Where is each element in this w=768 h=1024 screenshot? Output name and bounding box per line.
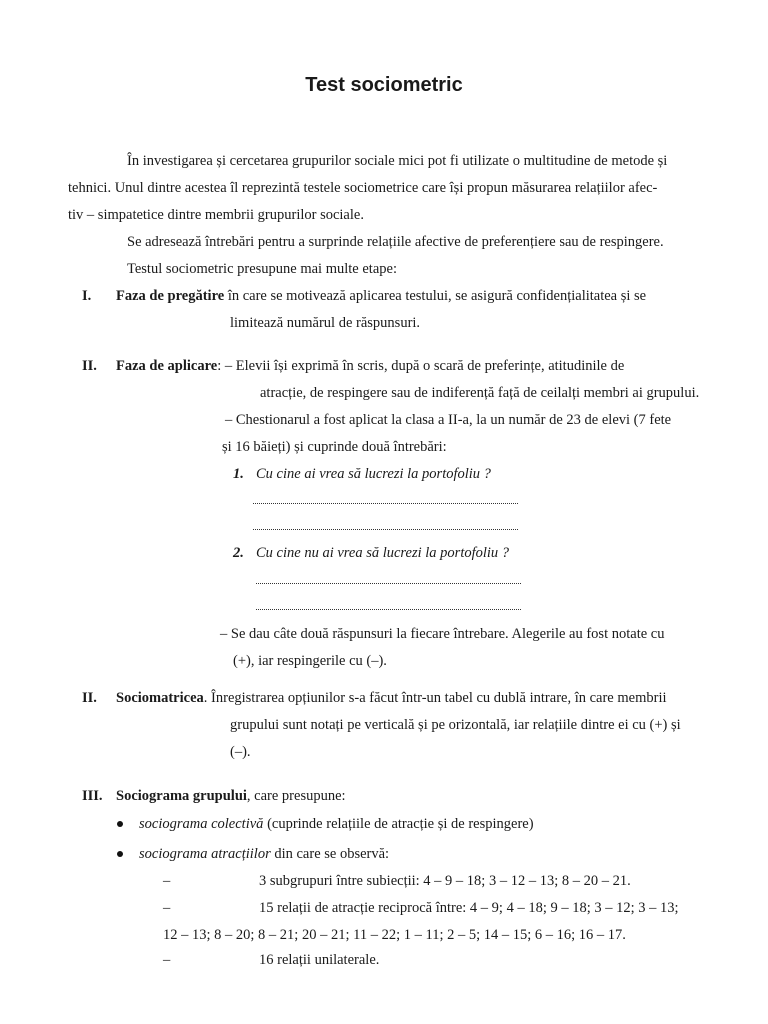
page-title: Test sociometric <box>305 74 463 96</box>
bullet-icon <box>117 851 123 857</box>
bullet-item <box>139 815 534 833</box>
dash-item: 15 relații de atracție reciprocă între: 4 – 9; 4 – 18; 9 – 18; 3 – 12; 3 – 13; <box>259 900 679 916</box>
intro-line: În investigarea și cercetarea grupurilor sociale mici pot fi utilizate o multitudine de metode și <box>127 153 668 169</box>
bullet-text: din care se observă: <box>270 846 390 862</box>
section-heading: Sociograma grupului <box>116 788 247 804</box>
bullet-item <box>139 845 389 863</box>
section-text: . Înregistrarea opțiunilor s-a făcut într-un tabel cu dublă intrare, în care membrii <box>203 690 667 706</box>
section-text: , care presupune: <box>246 788 346 804</box>
question-number: 2. <box>233 545 244 561</box>
question-text: Cu cine nu ai vrea să lucrezi la portofoliu ? <box>256 545 510 561</box>
section-2-line: atracție, de respingere sau de indiferență față de ceilalți membri ai grupului. <box>260 385 700 401</box>
section-2-line: și 16 băieți) și cuprinde două întrebări: <box>222 439 447 455</box>
section-2-line: (+), iar respingerile cu (–). <box>233 653 387 669</box>
bullet-term: sociograma atracțiilor <box>139 846 271 862</box>
dash-marker: – <box>163 900 171 916</box>
section-3-line: grupului sunt notați pe verticală și pe orizontală, iar relațiile dintre ei cu (+) și <box>230 717 681 733</box>
section-1-line: limitează numărul de răspunsuri. <box>230 315 421 331</box>
intro-line: Se adresează întrebări pentru a surprinde relațiile afective de preferențiere sau de respingere. <box>127 234 664 250</box>
section-number: III. <box>82 788 103 804</box>
section-2-line: – Chestionarul a fost aplicat la clasa a II-a, la un număr de 23 de elevi (7 fete <box>225 412 672 428</box>
dash-item-continuation: 12 – 13; 8 – 20; 8 – 21; 20 – 21; 11 – 22; 1 – 11; 2 – 5; 14 – 15; 6 – 16; 16 – 17. <box>163 927 626 943</box>
section-number: I. <box>82 288 92 304</box>
section-1-line <box>116 287 646 305</box>
question-number: 1. <box>233 466 244 482</box>
section-2-line: – Se dau câte două răspunsuri la fiecare întrebare. Alegerile au fost notate cu <box>220 626 665 642</box>
answer-line <box>256 609 521 610</box>
section-heading: Sociomatricea <box>116 690 204 706</box>
answer-line <box>253 503 518 504</box>
dash-item: 3 subgrupuri între subiecții: 4 – 9 – 18; 3 – 12 – 13; 8 – 20 – 21. <box>259 873 631 889</box>
answer-line <box>253 529 518 530</box>
answer-line <box>256 583 521 584</box>
section-3-line <box>116 689 667 707</box>
dash-marker: – <box>163 952 171 968</box>
intro-line: tiv – simpatetice dintre membrii grupurilor sociale. <box>68 207 364 223</box>
section-2-line <box>116 357 624 375</box>
section-4-line <box>116 787 346 805</box>
section-3-line: (–). <box>230 744 251 760</box>
section-text: în care se motivează aplicarea testului, se asigură confidențialitatea și se <box>224 288 647 304</box>
bullet-icon <box>117 821 123 827</box>
section-heading: Faza de pregătire <box>116 288 225 304</box>
intro-line: tehnici. Unul dintre acestea îl reprezintă testele sociometrice care își propun măsurarea relațiilor afec- <box>68 180 658 196</box>
section-number: II. <box>82 690 97 706</box>
question-text: Cu cine ai vrea să lucrezi la portofoliu ? <box>256 466 491 482</box>
dash-marker: – <box>163 873 171 889</box>
intro-line: Testul sociometric presupune mai multe etape: <box>127 261 397 277</box>
section-heading: Faza de aplicare <box>116 358 218 374</box>
section-text: : – Elevii își exprimă în scris, după o scară de preferințe, atitudinile de <box>217 358 625 374</box>
dash-item: 16 relații unilaterale. <box>259 952 380 968</box>
bullet-text: (cuprinde relațiile de atracție și de respingere) <box>263 816 534 832</box>
bullet-term: sociograma colectivă <box>139 816 264 832</box>
section-number: II. <box>82 358 97 374</box>
